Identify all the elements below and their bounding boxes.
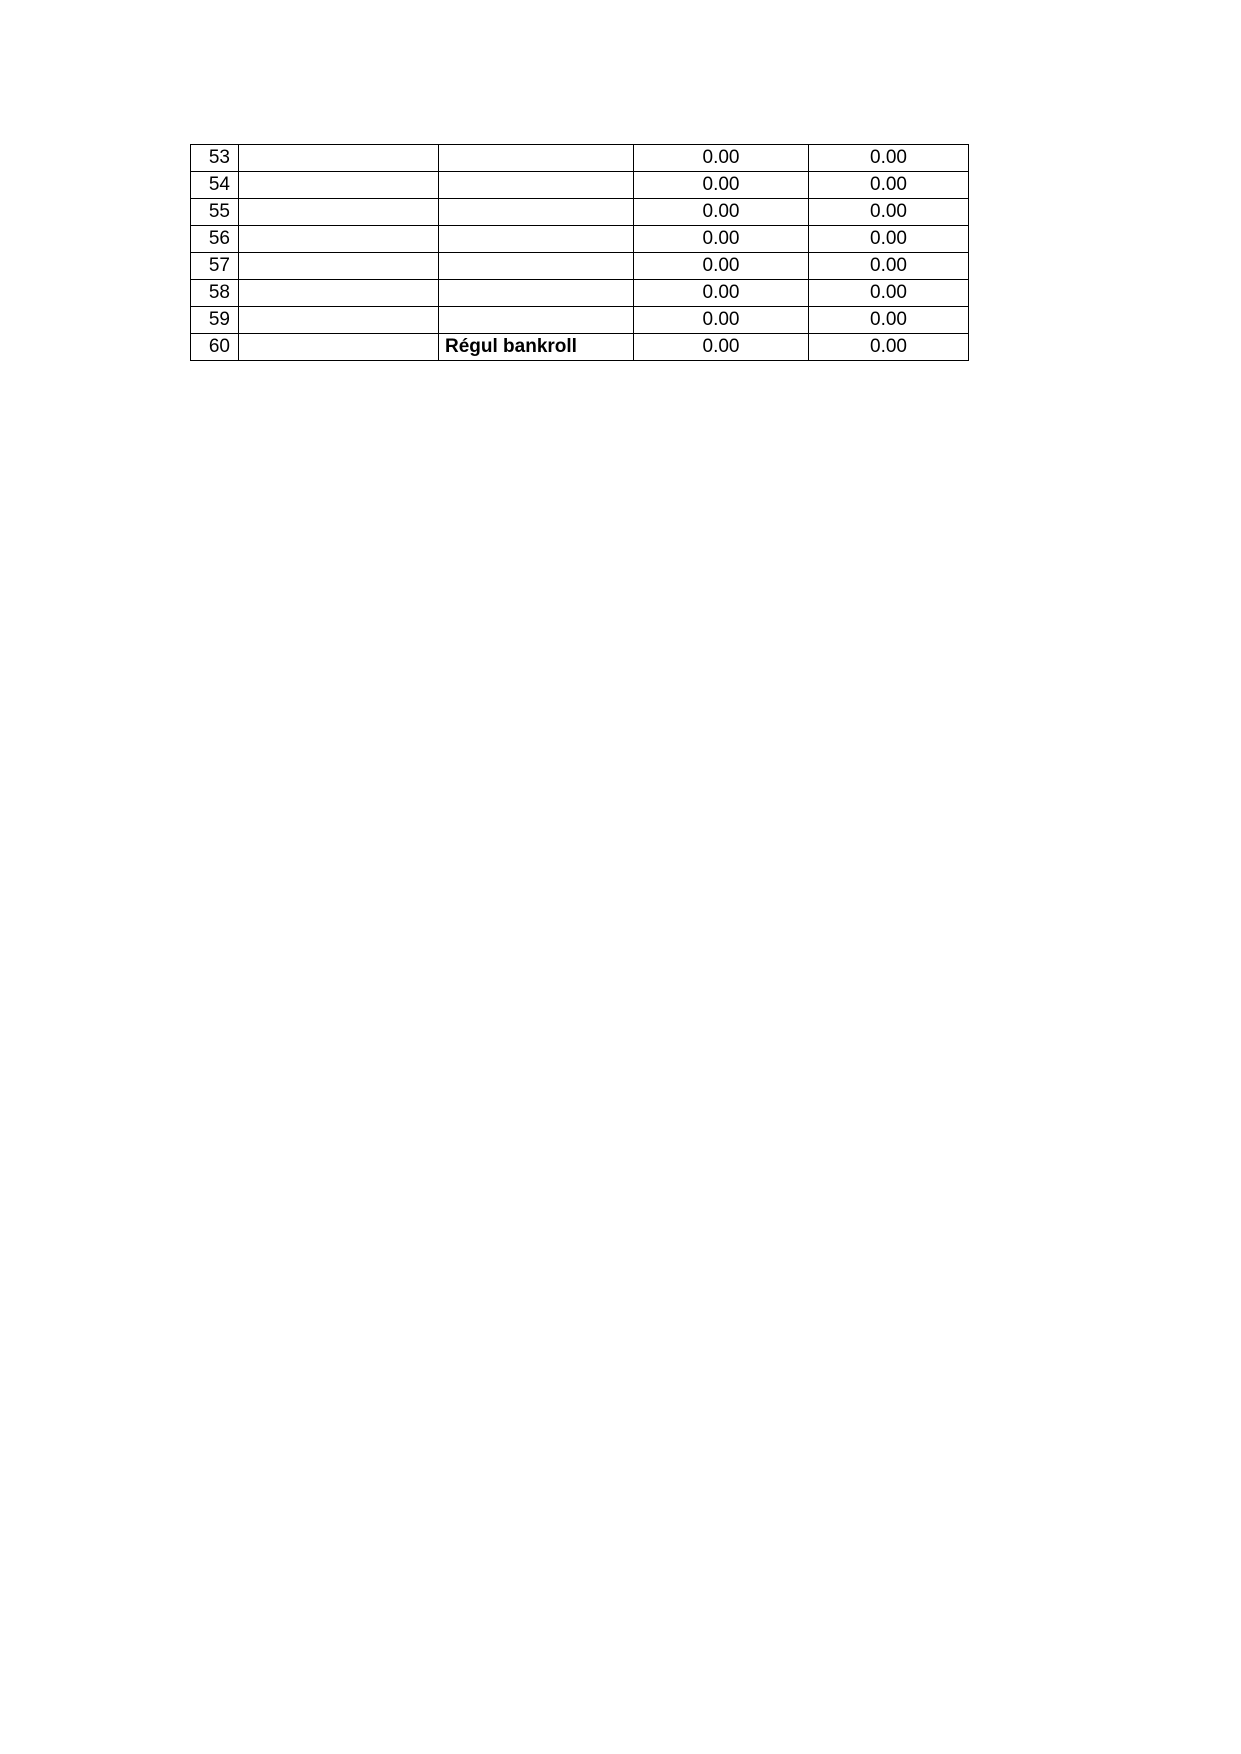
table-row: [191, 253, 969, 280]
table-row: [191, 307, 969, 334]
cell-value-2: 0.00: [809, 226, 969, 253]
cell-value-1: 0.00: [634, 334, 809, 361]
cell-blank: [239, 199, 439, 226]
cell-value-2: 0.00: [809, 199, 969, 226]
row-number: 55: [191, 199, 239, 226]
row-number: 58: [191, 280, 239, 307]
cell-label: [439, 172, 634, 199]
cell-value-1: 0.00: [634, 172, 809, 199]
table-row: [191, 226, 969, 253]
table-row: [191, 334, 969, 361]
cell-label: [439, 145, 634, 172]
row-number: 53: [191, 145, 239, 172]
cell-value-1: 0.00: [634, 253, 809, 280]
cell-value-1: 0.00: [634, 145, 809, 172]
row-number: 54: [191, 172, 239, 199]
cell-value-1: 0.00: [634, 199, 809, 226]
spreadsheet-table: [190, 144, 969, 361]
row-number: 60: [191, 334, 239, 361]
table-row: [191, 280, 969, 307]
table-row: [191, 145, 969, 172]
cell-label: [439, 199, 634, 226]
row-number: 59: [191, 307, 239, 334]
cell-value-2: 0.00: [809, 307, 969, 334]
cell-label: [439, 226, 634, 253]
cell-blank: [239, 280, 439, 307]
table-body: [191, 145, 969, 361]
row-number: 56: [191, 226, 239, 253]
cell-blank: [239, 145, 439, 172]
cell-label: [439, 280, 634, 307]
cell-value-1: 0.00: [634, 226, 809, 253]
cell-blank: [239, 334, 439, 361]
cell-value-2: 0.00: [809, 280, 969, 307]
table-row: [191, 172, 969, 199]
cell-value-2: 0.00: [809, 172, 969, 199]
cell-value-2: 0.00: [809, 253, 969, 280]
cell-value-2: 0.00: [809, 145, 969, 172]
cell-value-2: 0.00: [809, 334, 969, 361]
table-row: [191, 199, 969, 226]
cell-label: Régul bankroll: [439, 334, 634, 361]
cell-label: [439, 307, 634, 334]
cell-blank: [239, 226, 439, 253]
cell-blank: [239, 172, 439, 199]
row-number: 57: [191, 253, 239, 280]
cell-blank: [239, 307, 439, 334]
cell-label: [439, 253, 634, 280]
cell-blank: [239, 253, 439, 280]
cell-value-1: 0.00: [634, 307, 809, 334]
cell-value-1: 0.00: [634, 280, 809, 307]
